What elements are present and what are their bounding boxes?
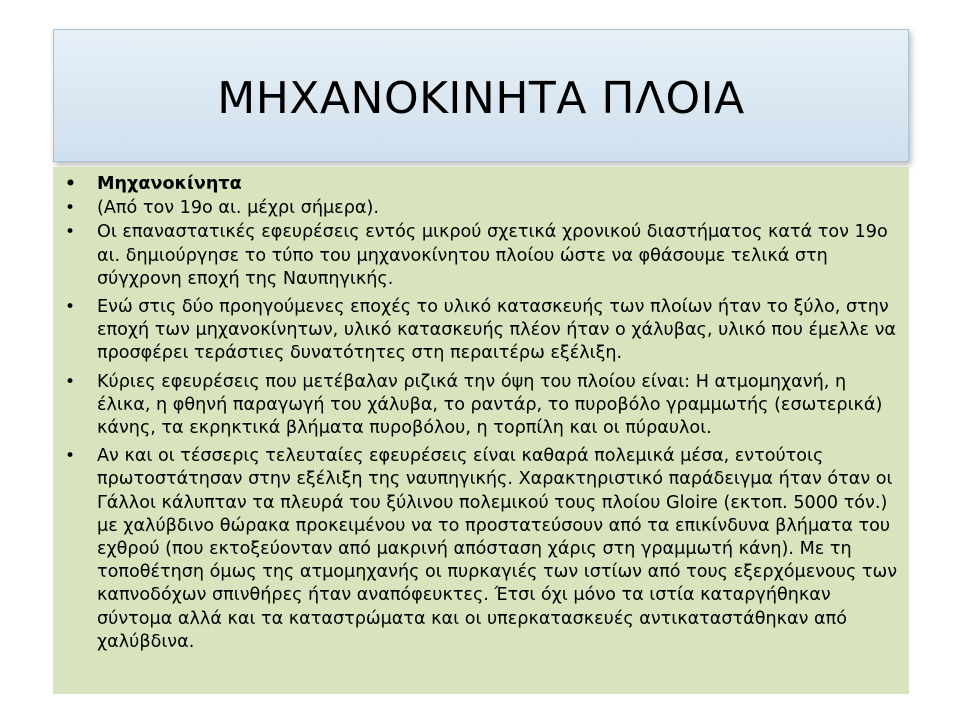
bullet-list <box>65 173 902 659</box>
bullet-dot-icon: • <box>65 198 76 219</box>
bullet-item <box>65 296 902 366</box>
slide-title: ΜΗΧΑΝΟΚΙΝΗΤΑ ΠΛΟΙΑ <box>217 73 745 124</box>
bullet-dot-icon: • <box>65 222 76 243</box>
bullet-text: Κύριες εφευρέσεις που μετέβαλαν ριζικά την όψη του πλοίου είναι: Η ατμομηχανή, η έλικα, η φθηνή παραγωγή του χάλυβα, το ραντάρ, το πυροβόλο γραμμωτής (εσωτερικά) κάνης, τα εκρηκτικά βλήματα πυροβόλου, η τορπίλη και οι πύραυλοι. <box>97 371 883 439</box>
bullet-text: (Από τον 19ο αι. μέχρι σήμερα). <box>97 198 379 219</box>
bullet-item <box>65 197 902 220</box>
title-box <box>53 29 909 162</box>
bullet-dot-icon: • <box>65 446 76 467</box>
bullet-item <box>65 221 902 291</box>
bullet-item <box>65 173 902 196</box>
bullet-text: Μηχανοκίνητα <box>97 174 242 194</box>
bullet-dot-icon: • <box>65 371 76 392</box>
bullet-dot-icon: • <box>65 297 76 318</box>
content-box <box>53 167 909 694</box>
bullet-text: Ενώ στις δύο προηγούμενες εποχές το υλικό κατασκευής των πλοίων ήταν το ξύλο, στην εποχή των μηχανοκίνητων, υλικό κατασκευής πλέον ήταν ο χάλυβας, υλικό που έμελλε να προσφέρει τεράστιες δυνατότητες στη περαιτέρω εξέλιξη. <box>97 297 897 364</box>
bullet-text: Αν και οι τέσσερις τελευταίες εφευρέσεις είναι καθαρά πολεμικά μέσα, εντούτοις πρωτοστάτησαν στην εξέλιξη της ναυπηγικής. Χαρακτηριστικό παράδειγμα ήταν όταν οι Γάλλοι κάλυπταν τα πλευρά του ξύλινου πολεμικού τους πλοίου Gloire (εκτοπ. 5000 τόν.) με χαλύβδινο θώρακα προκειμένου να το προστατεύσουν από τα επικίνδυνα βλήματα του εχθρού (που εκτοξεύονταν από μακρινή απόσταση χάρις στη γραμμωτή κάνη). Με τη τοποθέτηση όμως της ατμομηχανής οι πυρκαγιές των ιστίων από τους εξερχόμενους των καπνοδόχων σπινθήρες ήταν αναπόφευκτες. Έτσι όχι μόνο τα ιστία καταργήθηκαν σύντομα αλλά και τα καταστρώματα και οι υπερκατασκευές αντικαταστάθηκαν από χαλύβδινα. <box>97 446 898 652</box>
bullet-text: Οι επαναστατικές εφευρέσεις εντός μικρού σχετικά χρονικού διαστήματος κατά τον 19ο αι. δημιούργησε το τύπο του μηχανοκίνητου πλοίου ώστε να φθάσουμε τελικά στη σύγχρονη εποχή της Ναυπηγικής. <box>97 222 888 289</box>
bullet-item <box>65 371 902 441</box>
bullet-item <box>65 445 902 654</box>
bullet-dot-icon: • <box>65 174 76 194</box>
